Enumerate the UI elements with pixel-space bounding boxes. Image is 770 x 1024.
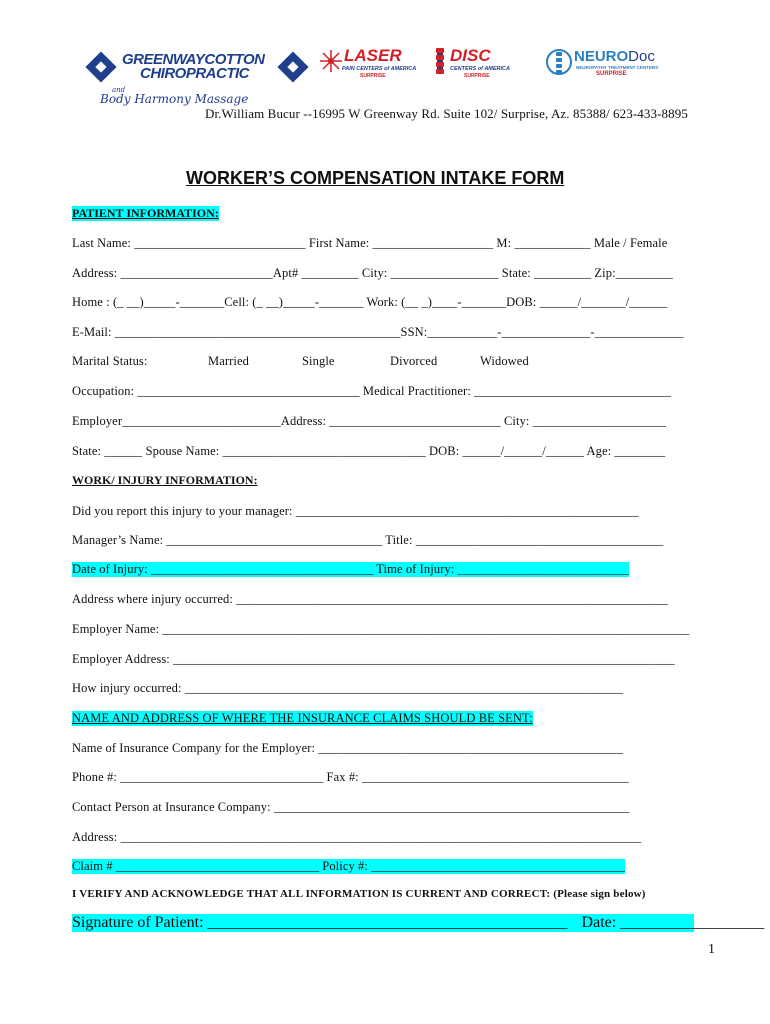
signature-field[interactable]: _____________________________________________ [207, 914, 568, 931]
neuro-word1: NEURO [574, 48, 629, 65]
disc-word: DISC [450, 46, 491, 65]
marital-divorced-option[interactable]: Divorced [390, 354, 438, 368]
page-number: 1 [708, 942, 715, 957]
neuro-city: SURPRISE [596, 71, 627, 77]
verify-statement: I VERIFY AND ACKNOWLEDGE THAT ALL INFORMATION IS CURRENT AND CORRECT: (Please sign below) [72, 888, 646, 900]
laser-burst-icon [320, 50, 342, 72]
signature-row [72, 914, 765, 932]
patient-info-heading: PATIENT INFORMATION: [72, 206, 219, 220]
marital-single-option[interactable]: Single [302, 354, 335, 368]
logo1-line1: GREENWAYCOTTON [122, 51, 265, 68]
logo1-line2: CHIROPRACTIC [140, 65, 249, 82]
disc-sub: CENTERS of AMERICA [450, 66, 510, 72]
neuro-sub: NEUROPATHY TREATMENT CENTERS [576, 65, 659, 70]
diamond-right-icon [277, 51, 308, 82]
work-line-how-injury[interactable]: How injury occurred: _____________________________________________________________________ [72, 681, 623, 695]
logo1-and: and [112, 86, 126, 94]
date-of-injury-line[interactable]: Date of Injury: ___________________________________ Time of Injury: ___________________________ [72, 562, 630, 576]
laser-logo [320, 46, 417, 82]
work-line-employer-name[interactable]: Employer Name: ___________________________________________________________________________________ [72, 622, 690, 636]
doctor-address-line: Dr.William Bucur --16995 W Greenway Rd. Suite 102/ Surprise, Az. 85388/ 623-433-8895 [205, 106, 688, 121]
date-label: Date: [581, 914, 621, 931]
laser-word: LASER [344, 46, 402, 65]
insurance-line-contact[interactable]: Contact Person at Insurance Company: ________________________________________________________ [72, 800, 630, 814]
neuro-spine-icon [546, 48, 572, 76]
greenwaycotton-logo [88, 48, 308, 108]
patient-line-employer[interactable]: Employer_________________________Address: ___________________________ City: _____________________ [72, 414, 667, 428]
form-title: WORKER’S COMPENSATION INTAKE FORM [186, 168, 565, 188]
diamond-left-icon [85, 51, 116, 82]
laser-city: SURPRISE [360, 73, 386, 79]
work-line-employer-address[interactable]: Employer Address: _______________________________________________________________________________ [72, 652, 675, 666]
insurance-line-phone-fax[interactable]: Phone #: ________________________________ Fax #: __________________________________________ [72, 770, 629, 784]
signature-label: Signature of Patient: [72, 914, 208, 931]
logo1-script: Body Harmony Massage [100, 92, 249, 106]
work-line-manager[interactable]: Manager’s Name: __________________________________ Title: _______________________________________ [72, 533, 664, 547]
claim-policy-line[interactable]: Claim # ________________________________ Policy #: ________________________________________ [72, 859, 626, 873]
work-injury-heading: WORK/ INJURY INFORMATION: [72, 473, 258, 487]
insurance-line-address[interactable]: Address: __________________________________________________________________________________ [72, 830, 642, 844]
patient-line-email[interactable]: E-Mail: _____________________________________________SSN:___________-______________-______________ [72, 325, 684, 339]
insurance-line-company[interactable]: Name of Insurance Company for the Employer: ________________________________________________ [72, 741, 624, 755]
patient-line-occupation[interactable]: Occupation: ___________________________________ Medical Practitioner: _______________________________ [72, 384, 671, 398]
work-line-reported[interactable]: Did you report this injury to your manager: ______________________________________________________ [72, 504, 639, 518]
marital-married-option[interactable]: Married [208, 354, 249, 368]
neurodoc-logo [546, 46, 676, 82]
marital-status-label: Marital Status: [72, 354, 148, 368]
disc-city: SURPRISE [464, 73, 490, 79]
neuro-word [574, 48, 655, 65]
disc-logo [434, 48, 518, 82]
insurance-heading: NAME AND ADDRESS OF WHERE THE INSURANCE CLAIMS SHOULD BE SENT: [72, 711, 533, 725]
neuro-word2: Doc [628, 48, 655, 65]
spine-icon [434, 48, 446, 80]
work-line-injury-address[interactable]: Address where injury occurred: ____________________________________________________________________ [72, 592, 668, 606]
patient-line-phones[interactable]: Home : (_ __)_____-_______Cell: (_ __)_____-_______ Work: (__ _)____-_______DOB: ______/_______/______ [72, 295, 668, 309]
patient-line-spouse[interactable]: State: ______ Spouse Name: ________________________________ DOB: ______/______/______ Age: ________ [72, 444, 666, 458]
marital-widowed-option[interactable]: Widowed [480, 354, 529, 368]
laser-sub: PAIN CENTERS of AMERICA [342, 66, 417, 72]
date-field[interactable]: __________________ [620, 914, 765, 931]
patient-line-name[interactable]: Last Name: ___________________________ First Name: ___________________ M: ____________ Male / Female [72, 236, 668, 250]
patient-line-address[interactable]: Address: ________________________Apt# _________ City: _________________ State: _________ Zip:_________ [72, 266, 673, 280]
